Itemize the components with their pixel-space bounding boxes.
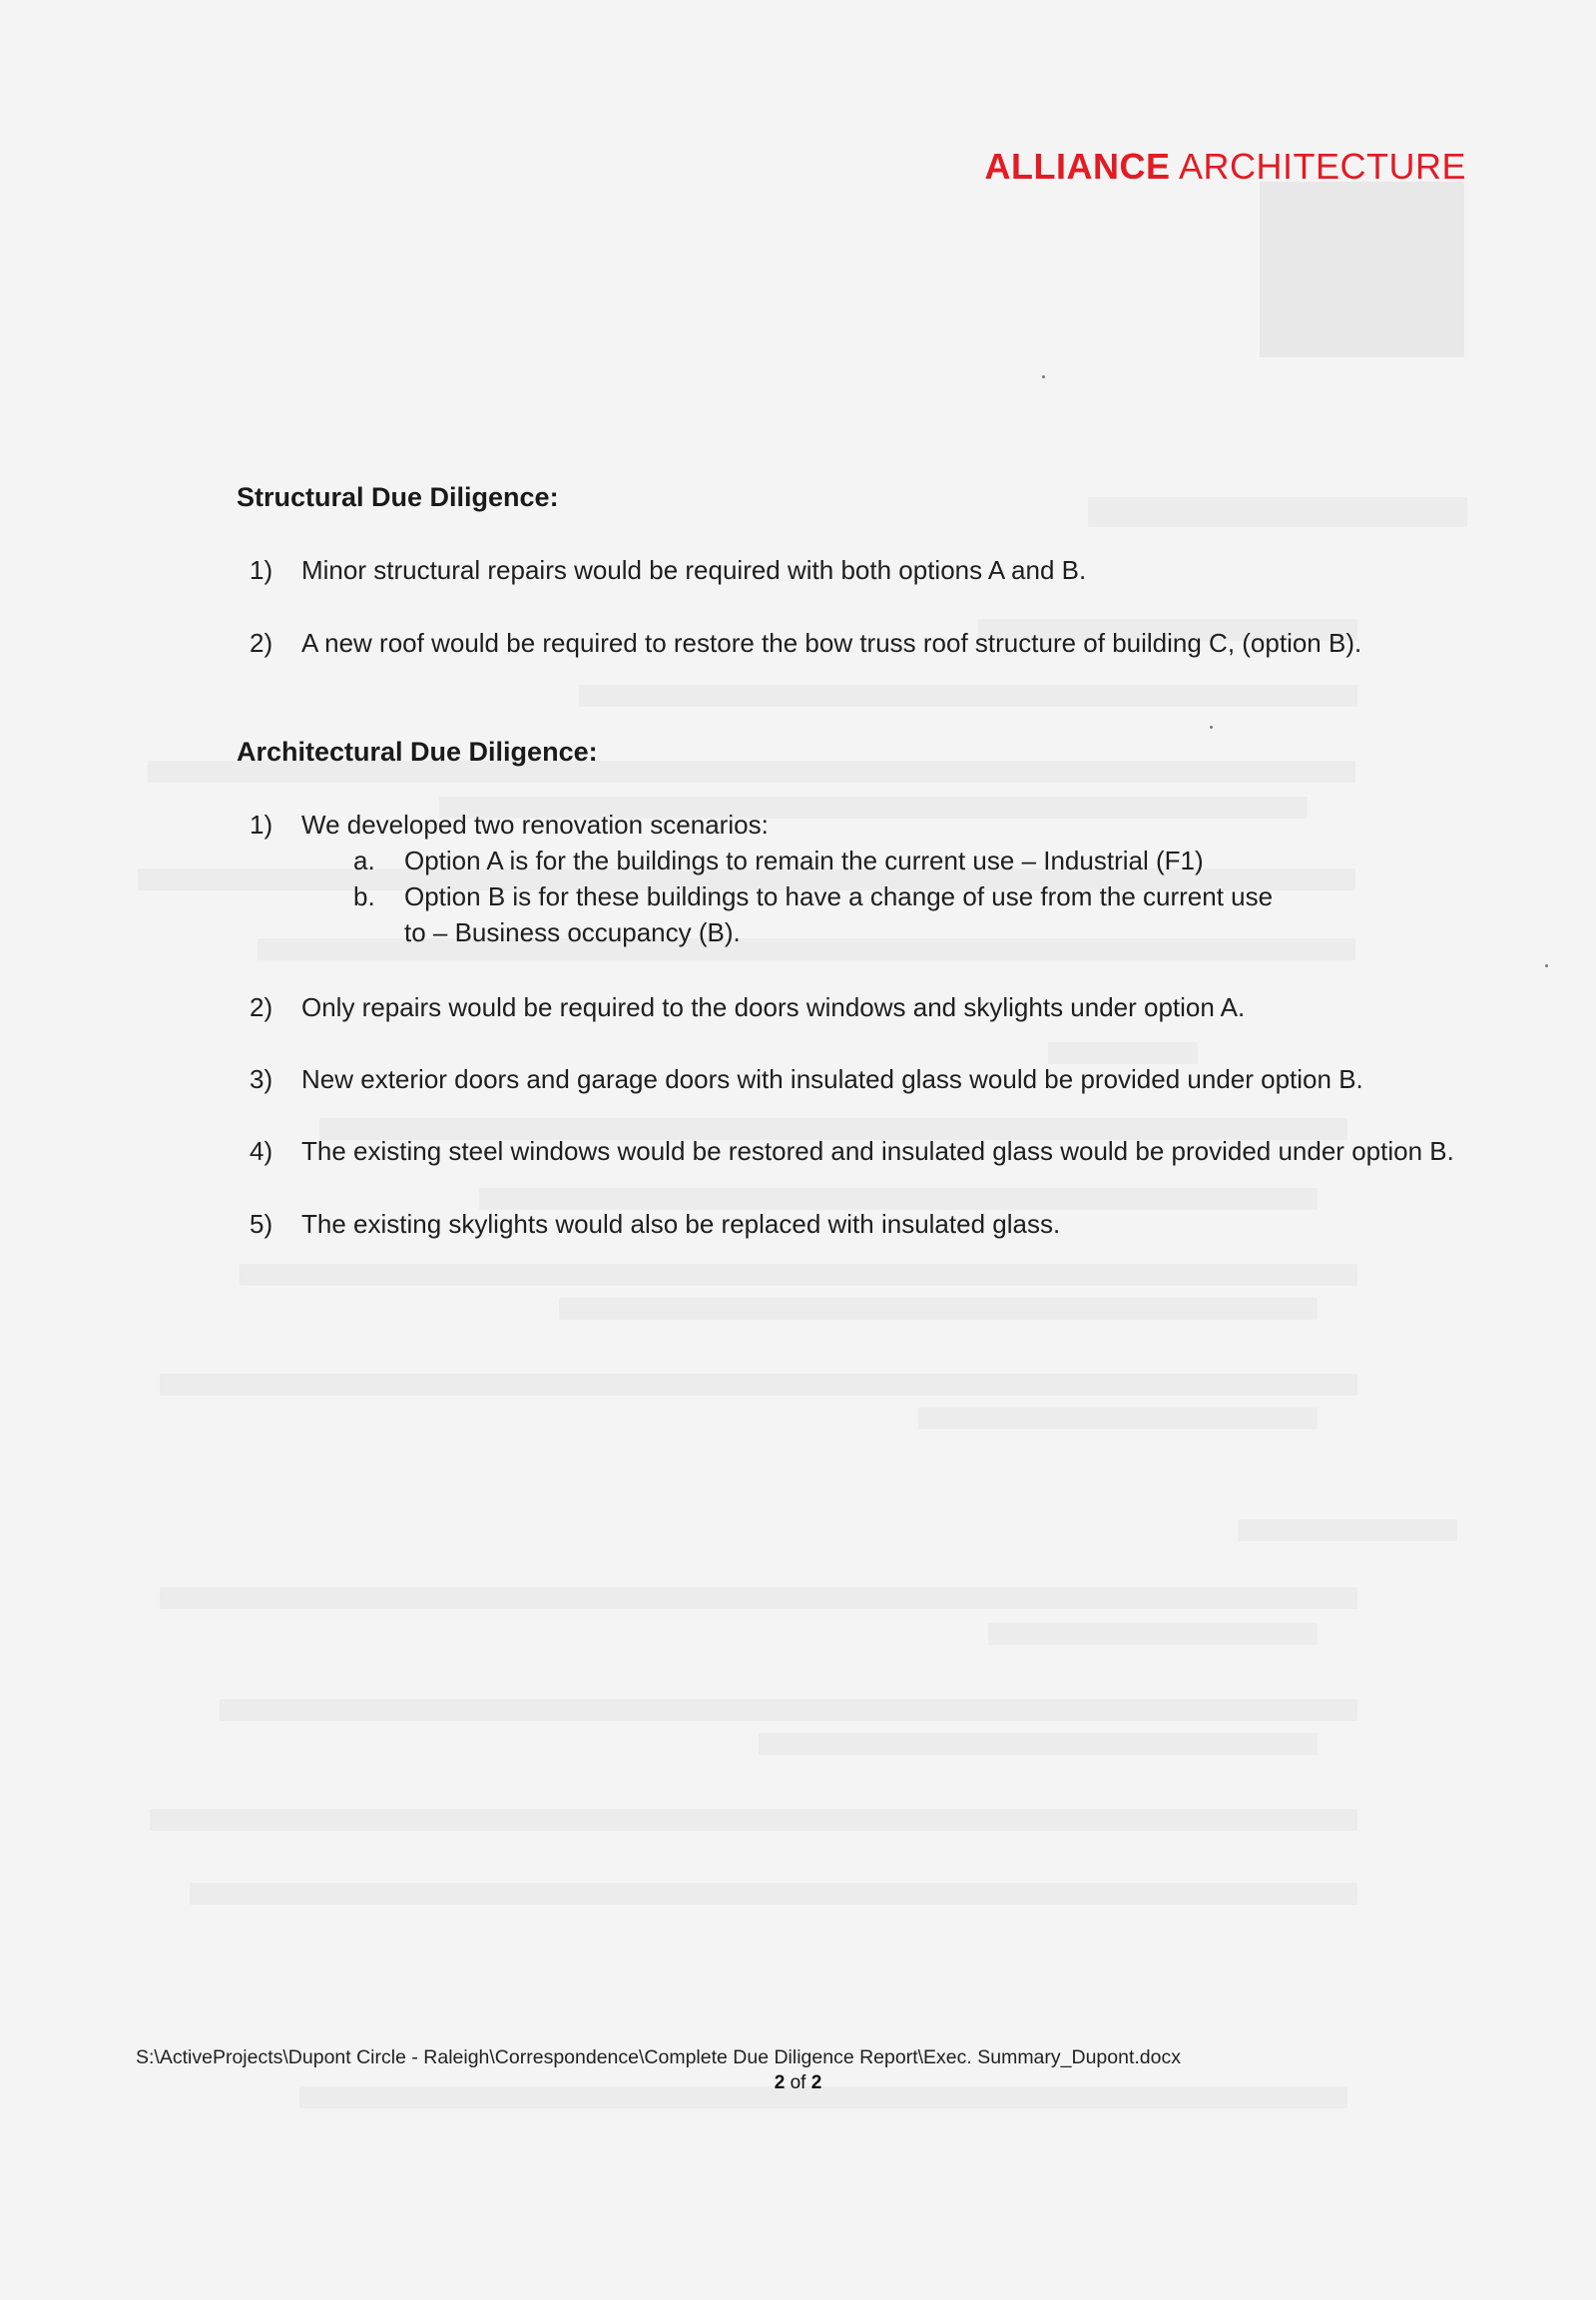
sub-item-text: Option B is for these buildings to have a change of use from the current use bbox=[404, 881, 1274, 911]
sub-item-letter: a. bbox=[353, 846, 375, 875]
list-item-text: The existing skylights would also be replaced with insulated glass. bbox=[301, 1209, 1061, 1239]
list-item-number: 1) bbox=[250, 810, 273, 840]
bleed-through-line bbox=[988, 1623, 1318, 1645]
bleed-through-line bbox=[559, 1298, 1318, 1320]
bleed-through-line bbox=[190, 1883, 1357, 1905]
scan-speck bbox=[1545, 964, 1548, 967]
bleed-through-line bbox=[1048, 1042, 1198, 1064]
bleed-through-line bbox=[240, 1264, 1357, 1286]
scan-speck bbox=[1042, 375, 1045, 378]
list-item-number: 2) bbox=[250, 992, 273, 1022]
bleed-through-line bbox=[479, 1188, 1318, 1210]
bleed-through-line bbox=[918, 1408, 1318, 1430]
sub-item-letter: b. bbox=[353, 881, 375, 911]
list-item-number: 2) bbox=[250, 628, 273, 658]
sub-item-text-continued: to – Business occupancy (B). bbox=[404, 917, 741, 947]
bleed-through-line bbox=[160, 1587, 1357, 1609]
company-logo bbox=[984, 146, 1466, 188]
list-item-number: 3) bbox=[250, 1064, 273, 1094]
bleed-through-line bbox=[759, 1733, 1318, 1755]
page-total: 2 bbox=[810, 2072, 822, 2093]
list-item-text: A new roof would be required to restore the bow truss roof structure of building C, (option B). bbox=[301, 628, 1362, 658]
footer-file-path: S:\ActiveProjects\Dupont Circle - Raleigh\Correspondence\Complete Due Diligence Report\Exec. Summary_Dupont.docx bbox=[136, 2046, 1181, 2068]
bleed-through-line bbox=[579, 685, 1357, 707]
page-current: 2 bbox=[774, 2072, 786, 2093]
list-item-text: The existing steel windows would be restored and insulated glass would be provided under option B. bbox=[301, 1136, 1454, 1166]
list-item-text: Minor structural repairs would be required with both options A and B. bbox=[301, 555, 1087, 585]
bleed-through-line bbox=[160, 1374, 1357, 1396]
bleed-through-line bbox=[1238, 1519, 1457, 1541]
logo-brand-bold: ALLIANCE bbox=[984, 146, 1171, 187]
list-item-text: New exterior doors and garage doors with insulated glass would be provided under option B. bbox=[301, 1064, 1363, 1094]
list-item-number: 1) bbox=[250, 555, 273, 585]
bleed-through-line bbox=[220, 1699, 1357, 1721]
page-of: of bbox=[790, 2072, 806, 2093]
structural-heading: Structural Due Diligence: bbox=[237, 482, 559, 512]
scan-speck bbox=[1210, 726, 1213, 729]
architectural-heading: Architectural Due Diligence: bbox=[237, 737, 598, 767]
list-item-text: Only repairs would be required to the doors windows and skylights under option A. bbox=[301, 992, 1246, 1022]
list-item-text: We developed two renovation scenarios: bbox=[301, 810, 769, 840]
list-item-number: 5) bbox=[250, 1209, 273, 1239]
list-item-number: 4) bbox=[250, 1136, 273, 1166]
logo-brand-light: ARCHITECTURE bbox=[1178, 146, 1466, 187]
bleed-through-line bbox=[150, 1809, 1357, 1831]
sub-item-text: Option A is for the buildings to remain the current use – Industrial (F1) bbox=[404, 846, 1204, 875]
bleed-through-image bbox=[1260, 182, 1464, 357]
footer-page-number bbox=[0, 2072, 1596, 2094]
bleed-through-line bbox=[1088, 497, 1467, 527]
